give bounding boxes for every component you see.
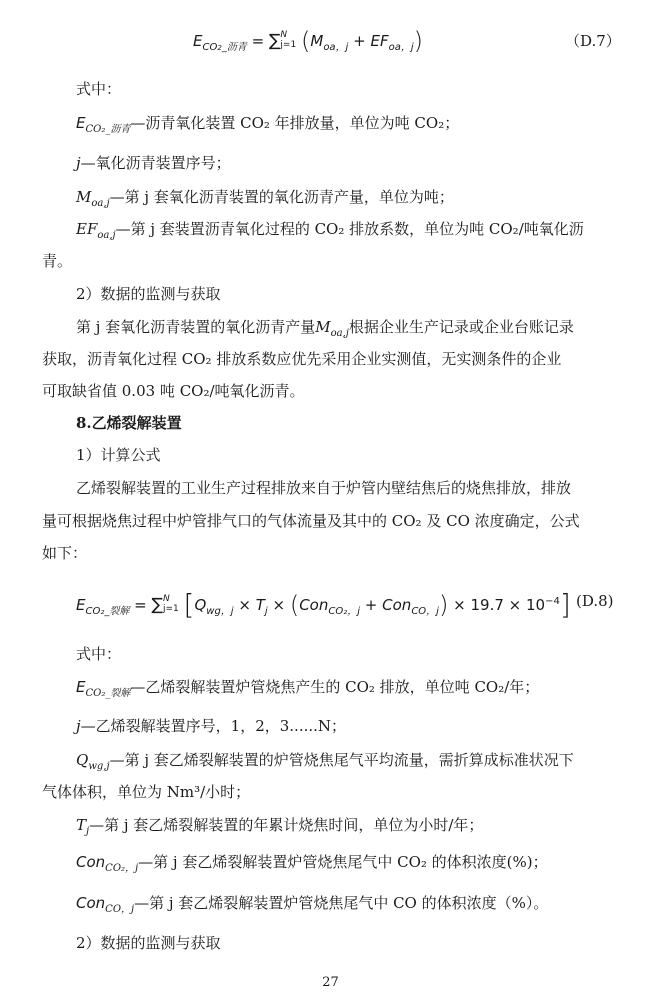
text-line-19: 气体体积，单位为 Nm³/小时； bbox=[42, 783, 251, 801]
text-line-18: $Q_{wg,j}—$第 j 套乙烯裂解装置的炉管烧焦尾气平均流量，需折算成标准状况下 bbox=[76, 751, 574, 772]
eq-d7-equals: = bbox=[251, 32, 265, 50]
equation-d8-number: (D.8) bbox=[576, 592, 614, 610]
text-line-7: 2）数据的监测与获取 bbox=[76, 285, 221, 303]
text-line-16: $E_{CO_2\_裂解}—$乙烯裂解装置炉管烧焦产生的 CO₂ 排放，单位吨 CO₂/年； bbox=[76, 678, 540, 699]
text-line-1: 式中： bbox=[76, 80, 122, 98]
eq-d7-term2-sub: oa，j bbox=[388, 42, 414, 53]
text-line-6: 青。 bbox=[42, 252, 73, 270]
text-line-12: 乙烯裂解装置的工业生产过程排放来自于炉管内壁结焦后的烧焦排放，排放 bbox=[76, 479, 572, 497]
text-line-20: $T_j—$第 j 套乙烯裂解装置的年累计烧焦时间，单位为小时/年； bbox=[76, 816, 484, 837]
text-line-9: 获取，沥青氧化过程 CO₂ 排放系数应优先采用企业实测值，无实测条件的企业 bbox=[42, 350, 562, 368]
eq-d7-plus: + bbox=[353, 32, 366, 50]
equation-d7-number: （D.7） bbox=[565, 32, 621, 50]
equation-d8: $E_{CO_2\_裂解}$ = ∑ N j=1 $[Q_{wg,j} \times T_j \times (Con_{CO_2,j} + Con_{CO,j}) \times 19.7 \times 10^{-4}]$ bbox=[76, 588, 571, 621]
eq-d7-lhs-sub: CO2_沥青 bbox=[202, 42, 247, 53]
text-line-5: $EF_{oa,j}—$第 j 套装置沥青氧化过程的 CO₂ 排放系数，单位为吨 CO₂/吨氧化沥 bbox=[76, 220, 584, 241]
text-line-3: j—氧化沥青装置序号； bbox=[76, 154, 231, 172]
text-line-17: j—乙烯裂解装置序号，1，2，3......N； bbox=[76, 717, 347, 735]
page-number: 27 bbox=[322, 975, 339, 990]
text-line-10: 可取缺省值 0.03 吨 CO₂/吨氧化沥青。 bbox=[42, 382, 305, 400]
eq-d7-term2: EF bbox=[370, 32, 389, 50]
section-heading: 8.乙烯裂解装置 bbox=[76, 414, 182, 432]
text-line-14: 如下： bbox=[42, 544, 88, 562]
eq-d7-limits: N j=1 bbox=[280, 29, 297, 50]
text-line-4: $M_{oa,j}—$第 j 套氧化沥青装置的氧化沥青产量，单位为吨； bbox=[76, 188, 454, 209]
eq-d7-open-paren: ( bbox=[300, 27, 311, 55]
text-line-2: $E_{CO_2\_沥青}—$沥青氧化装置 CO₂ 年排放量，单位为吨 CO₂； bbox=[76, 114, 460, 135]
eq-d7-close-paren: ) bbox=[413, 27, 423, 55]
eq-d7-term1-sub: oa，j bbox=[323, 42, 349, 53]
equation-d7 bbox=[193, 24, 423, 60]
eq-d7-sum: ∑ bbox=[268, 31, 281, 51]
text-line-21: Con$_{CO_2,j}$—第 j 套乙烯裂解装置炉管烧焦尾气中 CO₂ 的体积浓度(%)； bbox=[76, 853, 548, 874]
eq-d7-term1: M bbox=[310, 32, 324, 50]
text-line-15: 式中： bbox=[76, 645, 122, 663]
text-line-8: 第 j 套氧化沥青装置的氧化沥青产量$M_{oa,j}$根据企业生产记录或企业台账记录 bbox=[76, 318, 574, 339]
text-line-11: 1）计算公式 bbox=[76, 446, 161, 464]
text-line-22: Con$_{CO,j}$—第 j 套乙烯裂解装置炉管烧焦尾气中 CO 的体积浓度（%）。 bbox=[76, 894, 549, 915]
text-line-23: 2）数据的监测与获取 bbox=[76, 934, 221, 952]
text-line-13: 量可根据烧焦过程中炉管排气口的气体流量及其中的 CO₂ 及 CO 浓度确定，公式 bbox=[42, 512, 580, 530]
eq-d7-lhs: E bbox=[193, 32, 203, 50]
